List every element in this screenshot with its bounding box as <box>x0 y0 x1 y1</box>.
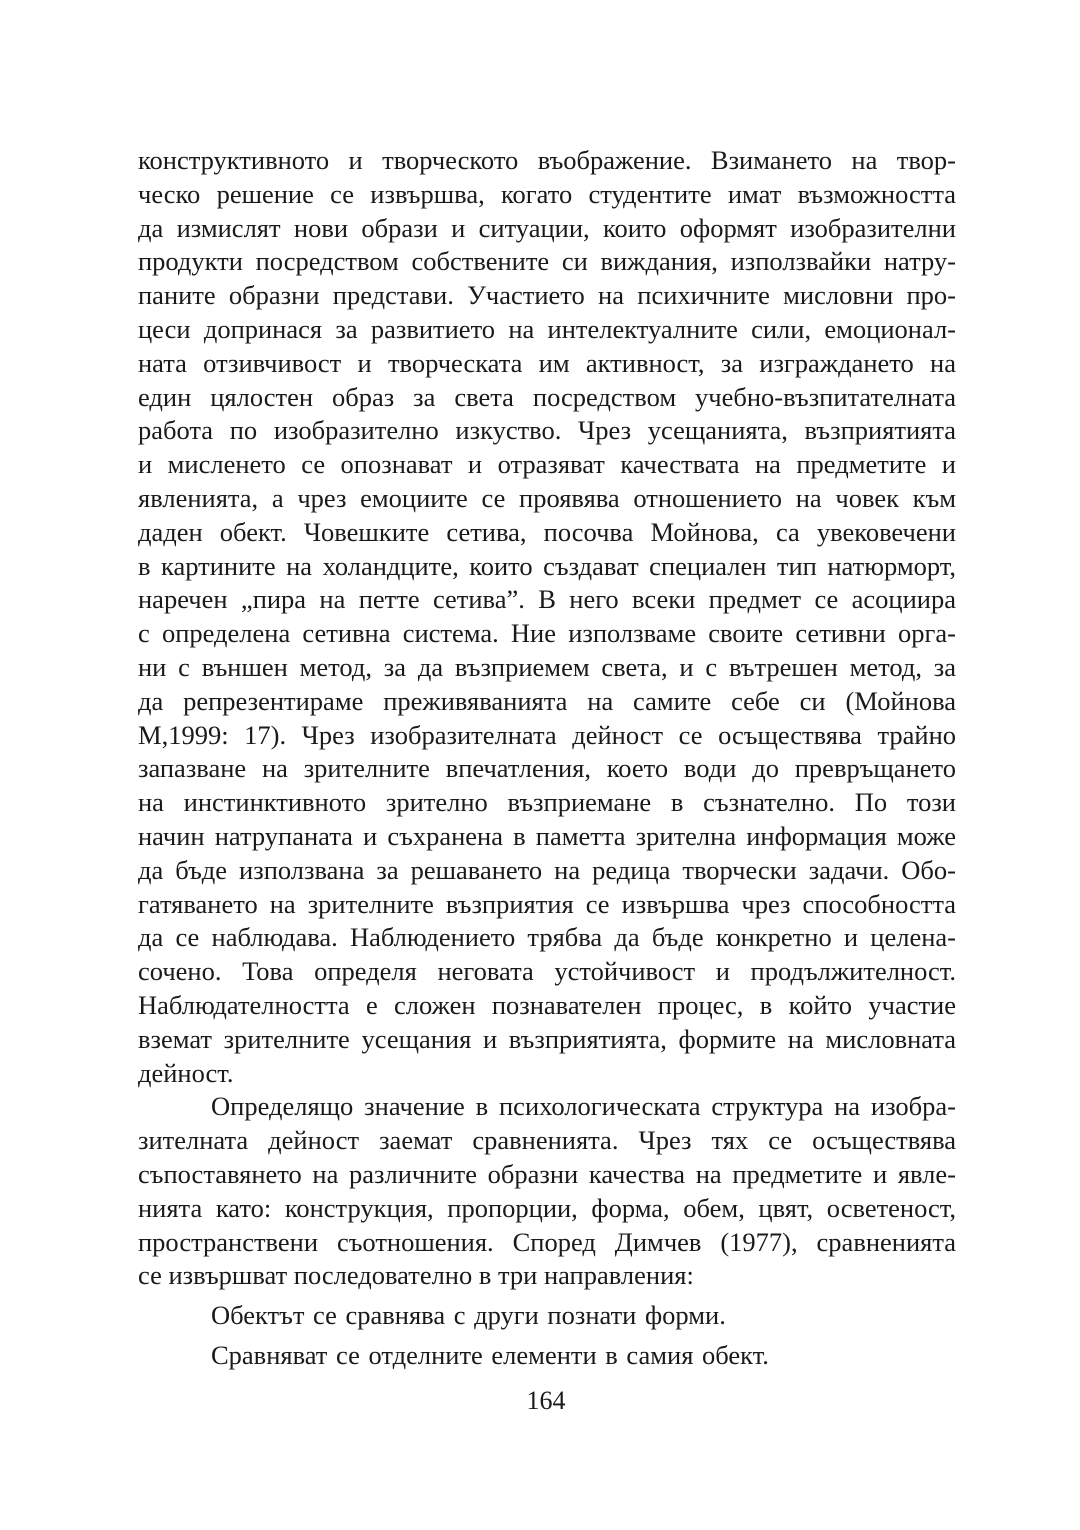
text-line: да репрезентираме преживяванията на самите себе си (Мойнова <box>138 685 956 716</box>
text-line: на инстинктивното зрително възприемане в съзнателно. По този <box>138 787 956 818</box>
text-line: с определена сетивна система. Ние използваме своите сетивни орга- <box>138 618 956 649</box>
text-line: ната отзивчивост и творческата им активност, за изграждането на <box>138 347 956 378</box>
text-line: съпоставянето на различните образни качества на предметите и явле- <box>138 1158 956 1189</box>
text-line: гатяването на зрителните възприятия се извършва чрез способността <box>138 888 956 919</box>
text-line: и мисленето се опознават и отразяват качествата на предметите и <box>138 449 956 480</box>
text-line: наречен „пира на петте сетива”. В него всеки предмет се асоциира <box>138 584 956 615</box>
text-line: да се наблюдава. Наблюдението трябва да бъде конкретно и целена- <box>138 922 956 953</box>
text-line: паните образни представи. Участието на психичните мисловни про- <box>138 280 956 311</box>
text-line: начин натрупаната и съхранена в паметта зрителна информация може <box>138 820 956 851</box>
text-line: явленията, а чрез емоциите се проявява отношението на човек към <box>138 482 956 513</box>
text-line: цеси допринася за развитието на интелектуалните сили, емоционал- <box>138 313 956 344</box>
text-line: ни с външен метод, за да възприемем света, и с вътрешен метод, за <box>138 651 956 682</box>
text-line: пространствени съотношения. Според Димчев (1977), сравненията <box>138 1226 956 1257</box>
text-line: М,1999: 17). Чрез изобразителната дейност се осъществява трайно <box>138 719 956 750</box>
paragraph-1 <box>138 144 956 1090</box>
body-text <box>138 144 956 1373</box>
list-item: Обектът се сравнява с други познати форми. <box>211 1300 726 1331</box>
text-line: Определящо значение в психологическата структура на изобра- <box>211 1091 956 1122</box>
text-line: един цялостен образ за света посредством учебно-възпитателната <box>138 381 956 412</box>
text-line: да измислят нови образи и ситуации, които оформят изобразителни <box>138 212 956 243</box>
list-item: Сравняват се отделните елементи в самия обект. <box>211 1339 769 1370</box>
text-line: вземат зрителните усещания и възприятията, формите на мисловната <box>138 1023 956 1054</box>
text-line: зителната дейност заемат сравненията. Чрез тях се осъществява <box>138 1125 956 1156</box>
text-line: работа по изобразително изкуство. Чрез усещанията, възприятията <box>138 415 956 446</box>
text-line: запазване на зрителните впечатления, което води до превръщането <box>138 753 956 784</box>
text-line: да бъде използвана за решаването на редица творчески задачи. Обо- <box>138 854 956 885</box>
text-line: даден обект. Човешките сетива, посочва Мойнова, са увековечени <box>138 516 956 547</box>
text-line: се извършват последователно в три направления: <box>138 1260 694 1291</box>
text-line: продукти посредством собствените си виждания, използвайки натру- <box>138 246 956 277</box>
list <box>138 1299 956 1373</box>
text-line: дейност. <box>138 1057 234 1088</box>
paragraph-2 <box>138 1090 956 1293</box>
text-line: ческо решение се извършва, когато студентите имат възможността <box>138 178 956 209</box>
page-number: 164 <box>526 1386 566 1415</box>
text-line: сочено. Това определя неговата устойчивост и продължителност. <box>138 956 956 987</box>
text-line: в картините на холандците, които създават специален тип натюрморт, <box>138 550 956 581</box>
text-line: Наблюдателността е сложен познавателен процес, в който участие <box>138 989 956 1020</box>
text-line: конструктивното и творческото въображение. Взимането на твор- <box>138 145 956 175</box>
text-line: нията като: конструкция, пропорции, форма, обем, цвят, осветеност, <box>138 1192 956 1223</box>
